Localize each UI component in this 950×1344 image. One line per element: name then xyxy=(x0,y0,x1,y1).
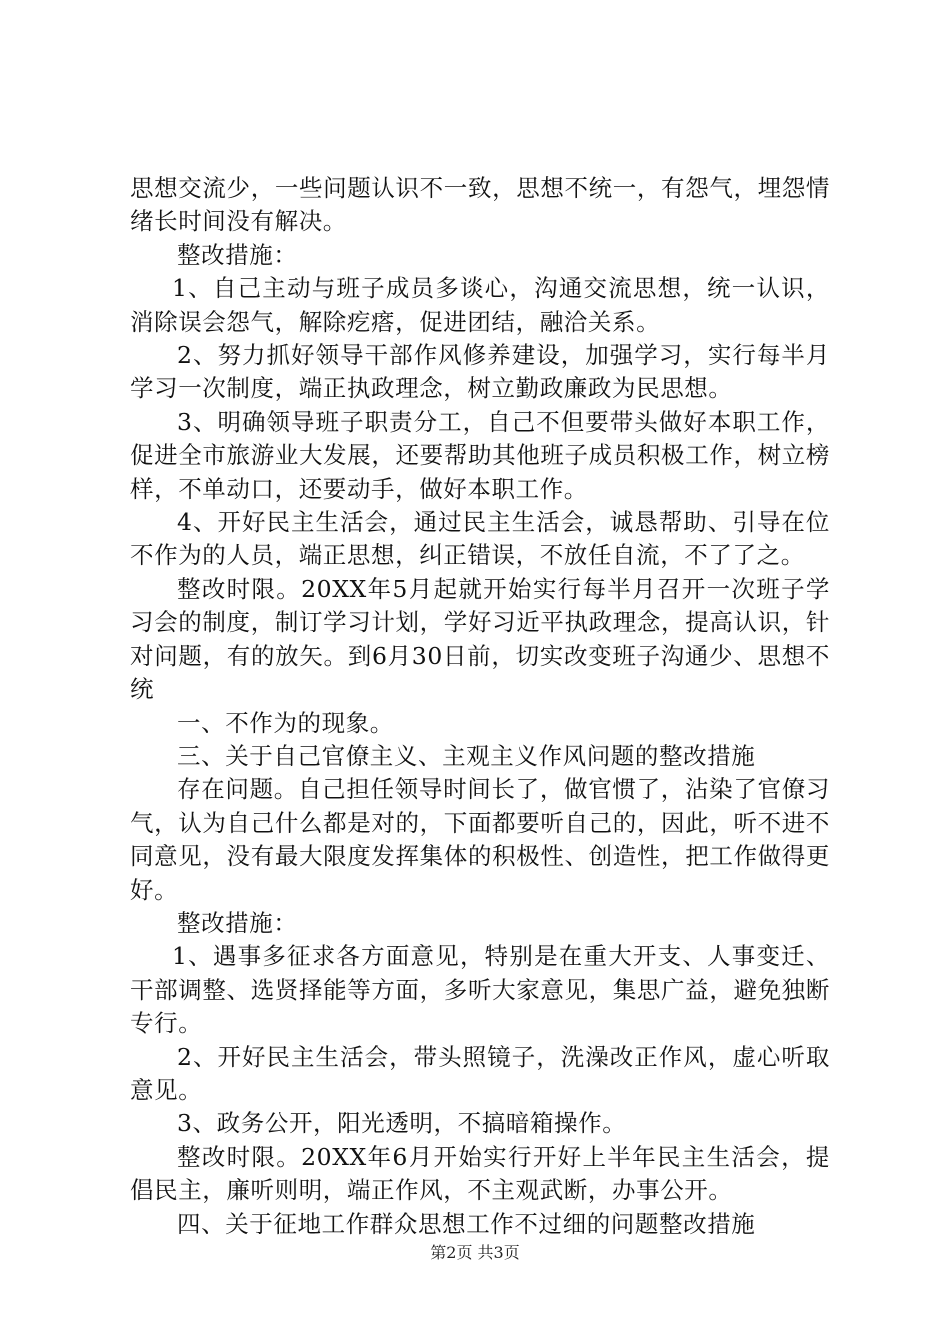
paragraph: 思想交流少，一些问题认识不一致，思想不统一，有怨气，埋怨情绪长时间没有解决。 xyxy=(130,174,830,236)
document-body xyxy=(130,172,830,1241)
list-item: 3、政务公开，阳光透明，不搞暗箱操作。 xyxy=(177,1109,627,1138)
list-item: 2、开好民主生活会，带头照镜子，洗澡改正作风，虚心听取意见。 xyxy=(130,1042,830,1104)
section-heading: 整改措施： xyxy=(177,240,298,269)
paragraph: 存在问题。自己担任领导时间长了，做官惯了，沾染了官僚习气，认为自己什么都是对的，下面都要听自己的，因此，听不进不同意见，没有最大限度发挥集体的积极性、创造性，把工作做得更好。 xyxy=(130,775,830,904)
list-item: 3、明确领导班子职责分工，自己不但要带头做好本职工作，促进全市旅游业大发展，还要帮助其他班子成员积极工作，树立榜样，不单动口，还要动手，做好本职工作。 xyxy=(130,407,830,503)
paragraph: 整改时限。20XX年5月起就开始实行每半月召开一次班子学习会的制度，制订学习计划，学好习近平执政理念，提高认识，针对问题，有的放矢。到6月30日前，切实改变班子沟通少、思想不统 xyxy=(130,574,830,704)
paragraph: 整改时限。20XX年6月开始实行开好上半年民主生活会，提倡民主，廉听则明，端正作风，不主观武断，办事公开。 xyxy=(130,1142,830,1205)
list-item: 2、努力抓好领导干部作风修养建设，加强学习，实行每半月学习一次制度，端正执政理念，树立勤政廉政为民思想。 xyxy=(130,341,830,403)
list-item: 1、遇事多征求各方面意见，特别是在重大开支、人事变迁、干部调整、选贤择能等方面，多听大家意见，集思广益，避免独断专行。 xyxy=(130,942,830,1038)
list-item: 1、自己主动与班子成员多谈心，沟通交流思想，统一认识，消除误会怨气，解除疙瘩，促进团结，融洽关系。 xyxy=(130,274,830,336)
paragraph: 一、不作为的现象。 xyxy=(177,708,394,737)
page-footer: 第2页 共3页 xyxy=(430,1243,520,1262)
section-heading: 四、关于征地工作群众思想工作不过细的问题整改措施 xyxy=(177,1209,756,1238)
section-heading: 三、关于自己官僚主义、主观主义作风问题的整改措施 xyxy=(177,741,756,770)
section-heading: 整改措施： xyxy=(177,908,298,937)
list-item: 4、开好民主生活会，通过民主生活会，诚恳帮助、引导在位不作为的人员，端正思想，纠正错误，不放任自流，不了了之。 xyxy=(130,508,830,570)
